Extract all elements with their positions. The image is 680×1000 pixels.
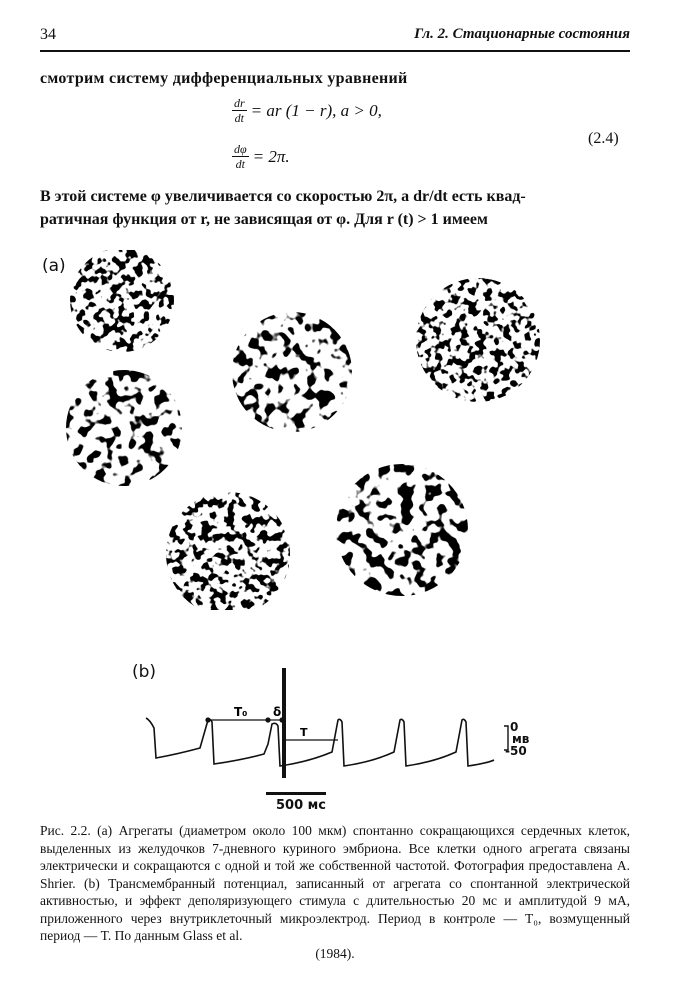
period-markers [206, 718, 338, 740]
stimulus-artifact [282, 668, 286, 778]
label-t: T [300, 726, 308, 739]
panel-a-label: (a) [42, 256, 66, 276]
caption-last-line: (1984). [315, 945, 355, 961]
cell-aggregate [336, 464, 468, 596]
equation-rhs: = 2π. [252, 146, 290, 166]
paragraph-line-2: ратичная функция от r, не зависящая от φ. Для r (t) > 1 имеем [40, 211, 488, 228]
calibration-unit: мв [512, 732, 530, 746]
page-header [40, 26, 630, 52]
equation-rhs: = ar (1 − r), a > 0, [250, 100, 382, 120]
equation-number: (2.4) [588, 130, 619, 147]
fraction-numerator: dφ [234, 142, 247, 156]
fraction-dphi-dt [232, 142, 249, 171]
fraction-denominator: dt [234, 111, 244, 125]
cell-aggregate [70, 250, 174, 352]
running-title: Гл. 2. Стационарные состояния [414, 26, 630, 42]
caption-text: Рис. 2.2. (а) Агрегаты (диаметром около 100 мкм) спонтанно сокращающихся сердечных клеток, выделенных из желудочков 7-дневного куриного эмбриона. Все клетки одного агрегата связаны электрически и сокращаются с одной и той же собственной частотой. Фотография предоставлена A. Shrier. (b) Трансмембранный потенциал, записанный от агрегата со спонтанной электрической активностью, и эффект деполяризующего стимула с длительностью 20 мс и амплитудой 9 мА, приложенного через внутриклеточный микроэлектрод. Период в контроле — T₀, возмущенный период — T. По данным Glass et al. [40, 823, 630, 943]
cell-aggregates-photo [60, 250, 560, 610]
panel-b-label: (b) [132, 662, 157, 682]
label-delta: δ [273, 705, 282, 719]
intro-text: смотрим систему дифференциальных уравнений [40, 70, 408, 87]
cell-aggregate [166, 492, 290, 610]
scale-bar [266, 792, 326, 795]
fraction-numerator: dr [234, 96, 245, 110]
label-t0: T₀ [234, 705, 248, 719]
figure-caption [40, 822, 630, 962]
calibration-minus: -50 [505, 744, 527, 758]
cell-aggregate [416, 278, 540, 402]
page-number: 34 [40, 26, 56, 43]
calibration-zero: 0 [510, 720, 519, 734]
scale-bar-label: 500 мс [276, 798, 326, 813]
cell-aggregate [232, 312, 352, 432]
equation-dr-dt [232, 96, 382, 125]
fraction-dr-dt [232, 96, 247, 125]
membrane-potential-trace [140, 668, 540, 778]
fraction-denominator: dt [235, 157, 245, 171]
equation-dphi-dt [232, 142, 290, 171]
paragraph-line-1: В этой системе φ увеличивается со скоростью 2π, а dr/dt есть квад- [40, 188, 526, 205]
cell-aggregate [66, 370, 182, 486]
voltage-waveform [146, 718, 494, 766]
